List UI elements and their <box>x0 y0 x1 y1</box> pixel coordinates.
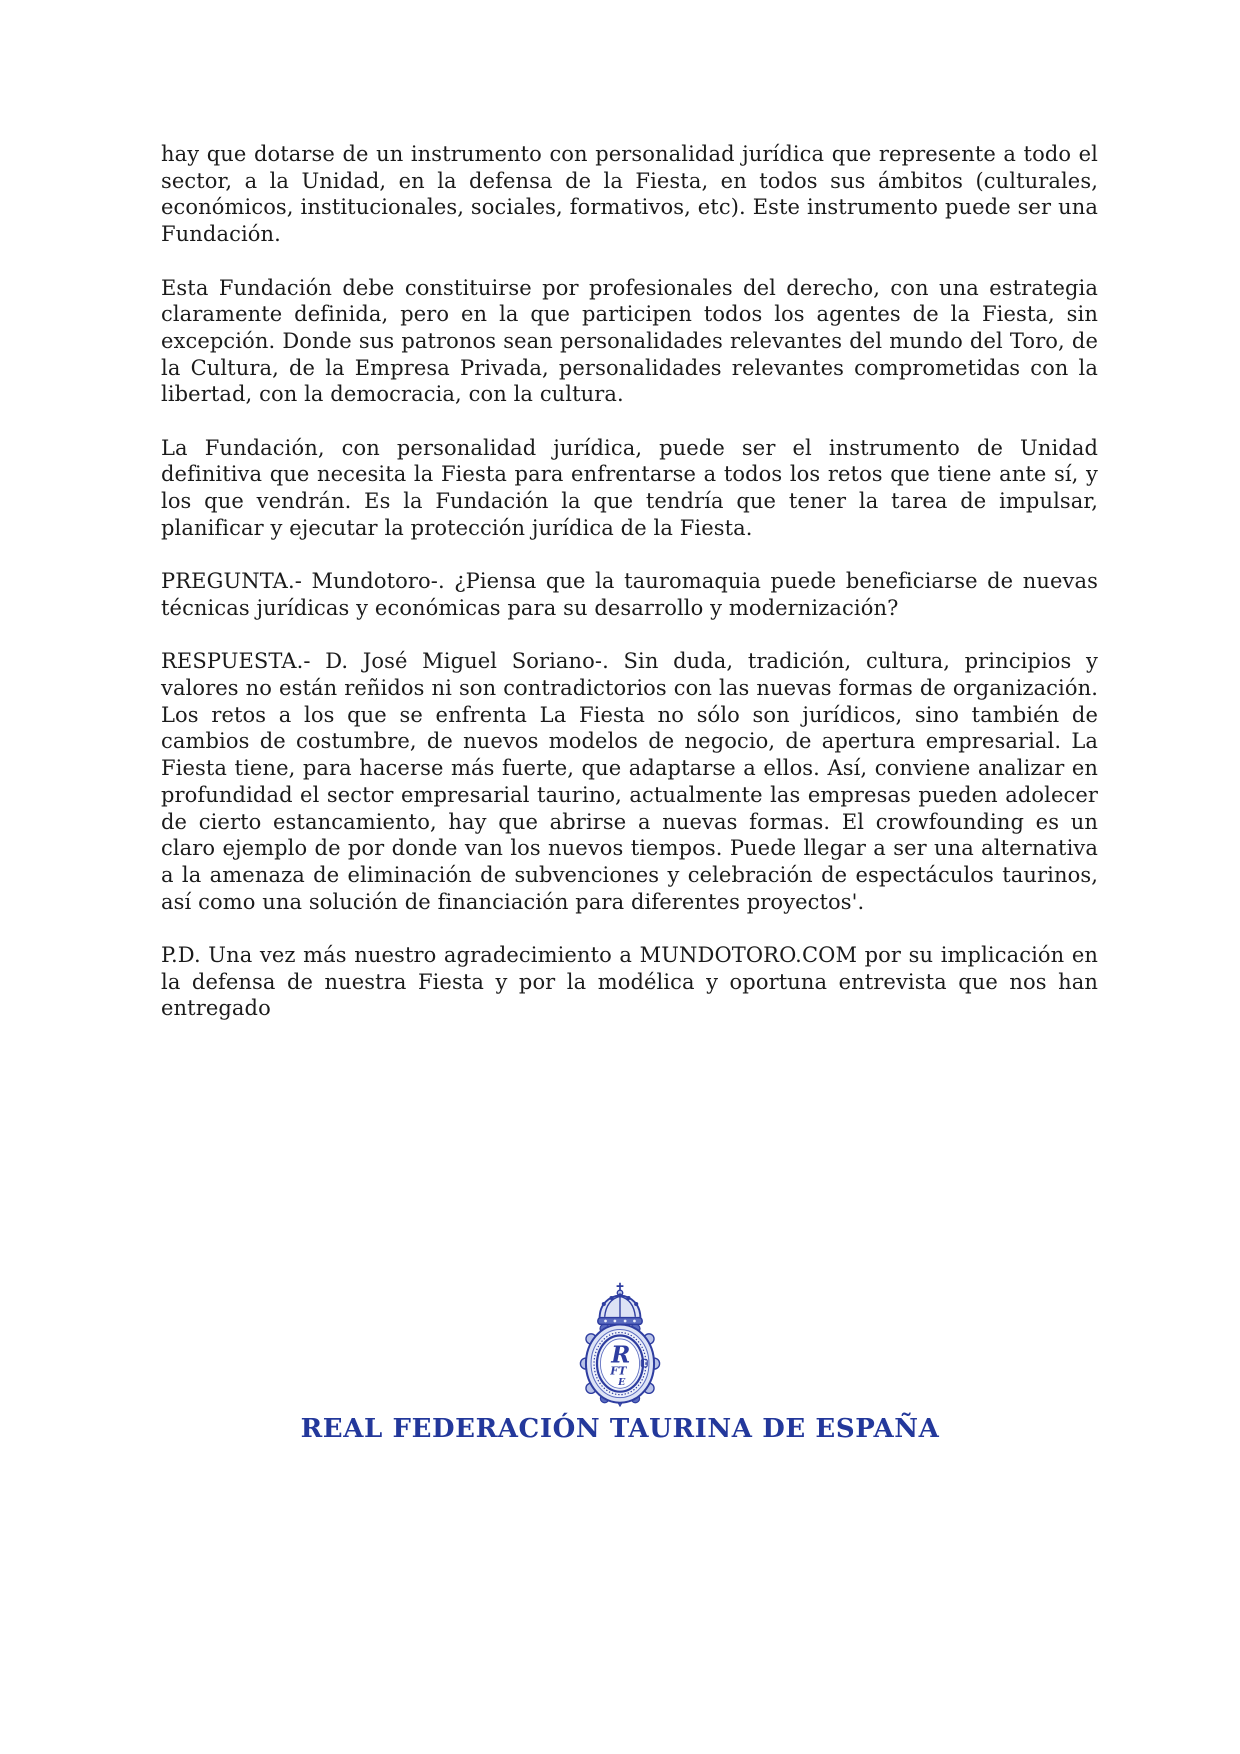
organization-name: REAL FEDERACIÓN TAURINA DE ESPAÑA <box>300 1414 940 1444</box>
paragraph-respuesta: RESPUESTA.- D. José Miguel Soriano-. Sin duda, tradición, cultura, principios y valores no están reñidos ni son contradictorios con las nuevas formas de organización. Los retos a los que se enfrenta La Fiesta no sólo son jurídicos, sino también de cambios de costumbre, de nuevos modelos de negocio, de apertura empresarial. La Fiesta tiene, para hacerse más fuerte, que adaptarse a ellos. Así, conviene analizar en profundidad el sector empresarial taurino, actualmente las empresas pueden adolecer de cierto estancamiento, hay que abrirse a nuevas formas. El crowfounding es un claro ejemplo de por donde van los nuevos tiempos. Puede llegar a ser una alternativa a la amenaza de eliminación de subvenciones y celebración de espectáculos taurinos, así como una solución de financiación para diferentes proyectos'. <box>161 649 1098 914</box>
rfte-crest-icon <box>577 1281 663 1407</box>
paragraph-pregunta: PREGUNTA.- Mundotoro-. ¿Piensa que la tauromaquia puede beneficiarse de nuevas técnicas jurídicas y económicas para su desarrollo y modernización? <box>161 569 1098 620</box>
crown-icon <box>598 1283 642 1325</box>
monogram-e: E <box>618 1376 626 1388</box>
paragraph-unidad: La Fundación, con personalidad jurídica, puede ser el instrumento de Unidad definitiva que necesita la Fiesta para enfrentarse a todos los retos que tiene ante sí, y los que vendrán. Es la Fundación la que tendría que tener la tarea de impulsar, planificar y ejecutar la protección jurídica de la Fiesta. <box>161 435 1098 540</box>
paragraph-postdata: P.D. Una vez más nuestro agradecimiento a MUNDOTORO.COM por su implicación en la defensa de nuestra Fiesta y por la modélica y oportuna entrevista que nos han entregado <box>161 943 1098 1021</box>
paragraph-intro: hay que dotarse de un instrumento con personalidad jurídica que represente a todo el sector, a la Unidad, en la defensa de la Fiesta, en todos sus ámbitos (culturales, económicos, institucionales, sociales, formativos, etc). Este instrumento puede ser una Fundación. <box>161 142 1098 247</box>
monogram-r: R <box>611 1341 631 1369</box>
paragraph-fundacion: Esta Fundación debe constituirse por profesionales del derecho, con una estrategia claramente definida, pero en la que participen todos los agentes de la Fiesta, sin excepción. Donde sus patronos sean personalidades relevantes del mundo del Toro, de la Cultura, de la Empresa Privada, personalidades relevantes comprometidas con la libertad, con la democracia, con la cultura. <box>161 275 1098 407</box>
document-footer <box>0 1281 1240 1444</box>
monogram-ft: FT <box>610 1364 627 1378</box>
document-body <box>161 141 1098 1049</box>
